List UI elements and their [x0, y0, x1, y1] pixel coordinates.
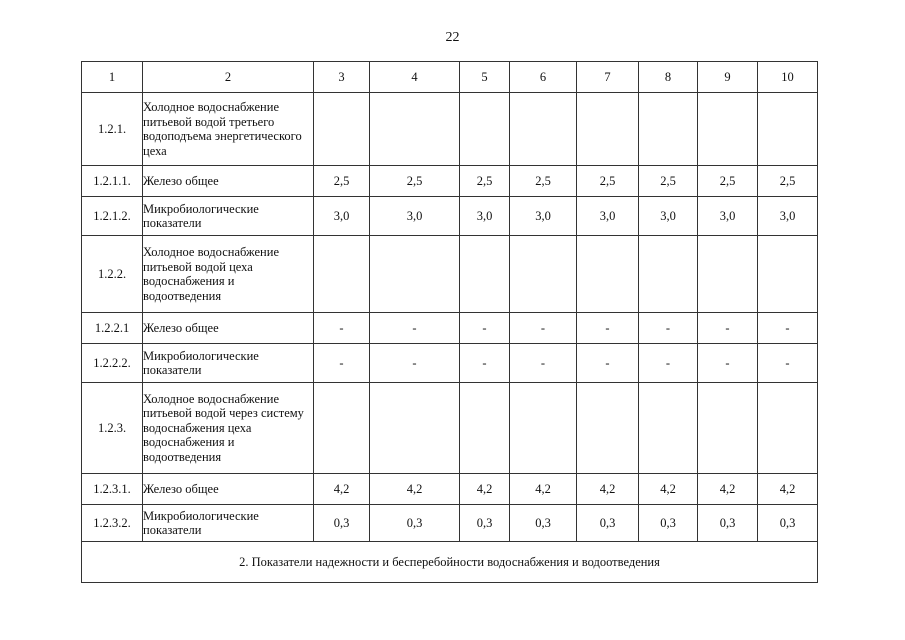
value-cell: -	[639, 344, 698, 383]
row-name: Холодное водоснабжение питьевой водой через систему водоснабжения цеха водоснабжения и водоотведения	[143, 383, 314, 474]
value-cell	[758, 236, 818, 313]
value-cell: -	[758, 344, 818, 383]
table-row	[82, 236, 818, 313]
value-cell: 4,2	[758, 474, 818, 505]
header-cell: 3	[314, 62, 370, 93]
value-cell: -	[577, 313, 639, 344]
row-name: Микробиологические показатели	[143, 197, 314, 236]
value-cell: 4,2	[510, 474, 577, 505]
row-number: 1.2.1.1.	[82, 166, 143, 197]
value-cell: 4,2	[314, 474, 370, 505]
header-cell: 7	[577, 62, 639, 93]
row-number: 1.2.2.2.	[82, 344, 143, 383]
value-cell: -	[510, 313, 577, 344]
value-cell: 2,5	[460, 166, 510, 197]
value-cell: 0,3	[510, 505, 577, 542]
value-cell	[639, 93, 698, 166]
header-cell: 6	[510, 62, 577, 93]
value-cell	[698, 236, 758, 313]
table-row	[82, 344, 818, 383]
value-cell	[639, 383, 698, 474]
header-cell: 4	[370, 62, 460, 93]
header-cell: 10	[758, 62, 818, 93]
value-cell	[698, 383, 758, 474]
value-cell	[577, 236, 639, 313]
table-row	[82, 383, 818, 474]
value-cell: 2,5	[510, 166, 577, 197]
value-cell: 3,0	[314, 197, 370, 236]
value-cell: -	[370, 344, 460, 383]
row-name: Железо общее	[143, 474, 314, 505]
row-number: 1.2.3.	[82, 383, 143, 474]
value-cell	[577, 383, 639, 474]
value-cell: 0,3	[758, 505, 818, 542]
value-cell	[314, 383, 370, 474]
value-cell: -	[460, 313, 510, 344]
value-cell: -	[510, 344, 577, 383]
value-cell	[577, 93, 639, 166]
value-cell: 3,0	[698, 197, 758, 236]
row-number: 1.2.3.1.	[82, 474, 143, 505]
value-cell	[510, 93, 577, 166]
value-cell	[460, 383, 510, 474]
value-cell	[758, 383, 818, 474]
table-row	[82, 474, 818, 505]
value-cell: 2,5	[639, 166, 698, 197]
value-cell: 3,0	[460, 197, 510, 236]
row-number: 1.2.1.	[82, 93, 143, 166]
value-cell: -	[314, 313, 370, 344]
value-cell: 0,3	[460, 505, 510, 542]
value-cell: 3,0	[510, 197, 577, 236]
value-cell: 3,0	[577, 197, 639, 236]
value-cell: 2,5	[698, 166, 758, 197]
row-name: Холодное водоснабжение питьевой водой цеха водоснабжения и водоотведения	[143, 236, 314, 313]
value-cell	[460, 93, 510, 166]
value-cell	[758, 93, 818, 166]
value-cell	[314, 236, 370, 313]
value-cell: 4,2	[577, 474, 639, 505]
header-cell: 2	[143, 62, 314, 93]
value-cell	[460, 236, 510, 313]
table-row	[82, 505, 818, 542]
row-name: Микробиологические показатели	[143, 344, 314, 383]
row-number: 1.2.2.	[82, 236, 143, 313]
value-cell	[698, 93, 758, 166]
value-cell	[370, 383, 460, 474]
value-cell: -	[577, 344, 639, 383]
header-cell: 9	[698, 62, 758, 93]
table-row	[82, 93, 818, 166]
row-name: Железо общее	[143, 313, 314, 344]
section-row	[82, 542, 818, 583]
table-header-row	[82, 62, 818, 93]
value-cell: 4,2	[460, 474, 510, 505]
value-cell: 2,5	[758, 166, 818, 197]
value-cell: -	[758, 313, 818, 344]
table-row	[82, 166, 818, 197]
row-number: 1.2.2.1	[82, 313, 143, 344]
value-cell	[370, 93, 460, 166]
value-cell	[639, 236, 698, 313]
value-cell: 0,3	[577, 505, 639, 542]
value-cell: -	[698, 344, 758, 383]
value-cell: 2,5	[370, 166, 460, 197]
header-cell: 8	[639, 62, 698, 93]
value-cell: 0,3	[639, 505, 698, 542]
value-cell: 2,5	[577, 166, 639, 197]
table-row	[82, 313, 818, 344]
page-number: 22	[445, 30, 460, 45]
value-cell: -	[698, 313, 758, 344]
value-cell: 3,0	[639, 197, 698, 236]
indicators-table	[81, 61, 818, 583]
value-cell: -	[460, 344, 510, 383]
value-cell: -	[314, 344, 370, 383]
table-row	[82, 197, 818, 236]
header-cell: 1	[82, 62, 143, 93]
section-heading: 2. Показатели надежности и бесперебойности водоснабжения и водоотведения	[82, 542, 818, 583]
value-cell: 2,5	[314, 166, 370, 197]
row-name: Холодное водоснабжение питьевой водой третьего водоподъема энергетического цеха	[143, 93, 314, 166]
value-cell	[314, 93, 370, 166]
value-cell: -	[370, 313, 460, 344]
row-number: 1.2.3.2.	[82, 505, 143, 542]
value-cell: 4,2	[370, 474, 460, 505]
value-cell	[370, 236, 460, 313]
header-cell: 5	[460, 62, 510, 93]
value-cell: -	[639, 313, 698, 344]
value-cell: 0,3	[370, 505, 460, 542]
value-cell: 3,0	[758, 197, 818, 236]
value-cell: 4,2	[698, 474, 758, 505]
row-name: Железо общее	[143, 166, 314, 197]
row-number: 1.2.1.2.	[82, 197, 143, 236]
value-cell: 3,0	[370, 197, 460, 236]
value-cell: 0,3	[698, 505, 758, 542]
row-name: Микробиологические показатели	[143, 505, 314, 542]
value-cell	[510, 236, 577, 313]
value-cell: 0,3	[314, 505, 370, 542]
value-cell: 4,2	[639, 474, 698, 505]
value-cell	[510, 383, 577, 474]
